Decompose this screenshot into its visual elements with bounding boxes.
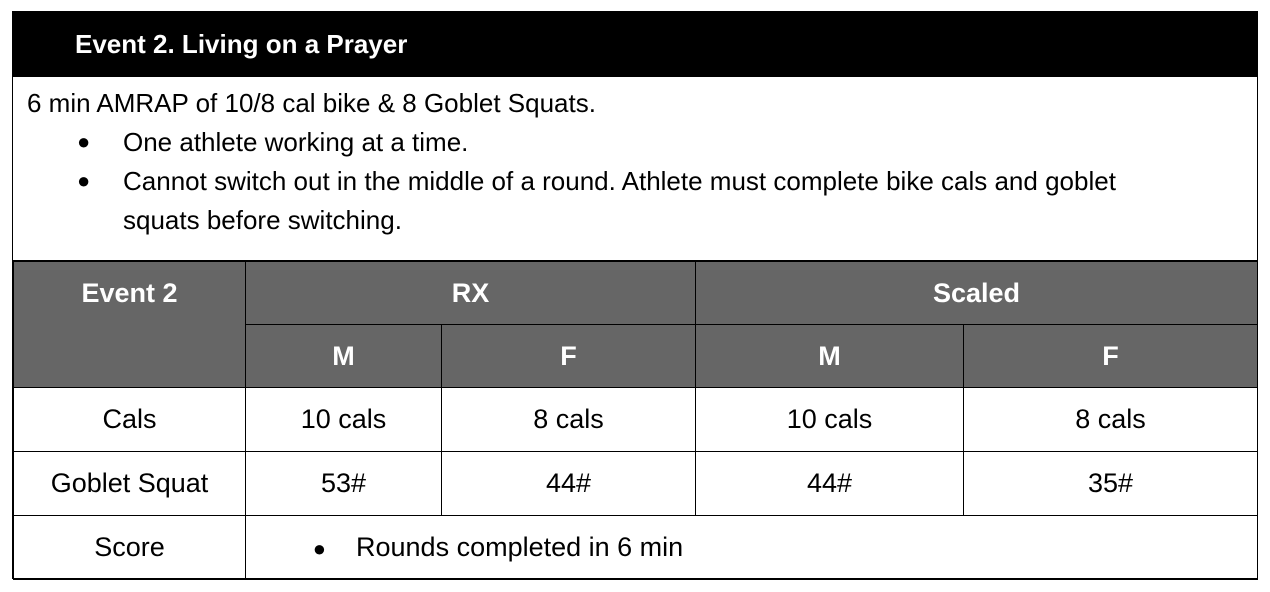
description-bullet-2: Cannot switch out in the middle of a round. Athlete must complete bike cals and goblet <box>123 166 1116 196</box>
header-scaled-f: F <box>964 325 1258 388</box>
description-main: 6 min AMRAP of 10/8 cal bike & 8 Goblet Squats. <box>27 88 596 118</box>
header-scaled: Scaled <box>696 262 1258 325</box>
table-row <box>14 516 1258 580</box>
score-label: Score <box>14 516 246 580</box>
row-label: Goblet Squat <box>14 452 246 516</box>
cell-scaled-f: 35# <box>964 452 1258 516</box>
event-table <box>13 261 1258 580</box>
cell-rx-m: 53# <box>246 452 442 516</box>
bullet-icon: ● <box>312 535 326 561</box>
cell-rx-m: 10 cals <box>246 388 442 452</box>
event-title: Event 2. Living on a Prayer <box>13 12 1257 77</box>
table-row <box>14 388 1258 452</box>
bullet-icon: ● <box>77 168 91 193</box>
description-bullet-1: One athlete working at a time. <box>123 127 469 157</box>
cell-rx-f: 44# <box>442 452 696 516</box>
header-rx: RX <box>246 262 696 325</box>
cell-scaled-m: 10 cals <box>696 388 964 452</box>
bullet-icon: ● <box>77 129 91 154</box>
score-text: Rounds completed in 6 min <box>356 532 684 562</box>
cell-rx-f: 8 cals <box>442 388 696 452</box>
event-description <box>13 77 1257 261</box>
row-label: Cals <box>14 388 246 452</box>
event-document <box>12 11 1258 579</box>
description-bullet-2-cont: squats before switching. <box>123 205 402 235</box>
header-rx-m: M <box>246 325 442 388</box>
header-rx-f: F <box>442 325 696 388</box>
cell-scaled-m: 44# <box>696 452 964 516</box>
cell-scaled-f: 8 cals <box>964 388 1258 452</box>
table-row <box>14 452 1258 516</box>
score-cell <box>246 516 1258 580</box>
header-event: Event 2 <box>14 262 246 388</box>
header-scaled-m: M <box>696 325 964 388</box>
